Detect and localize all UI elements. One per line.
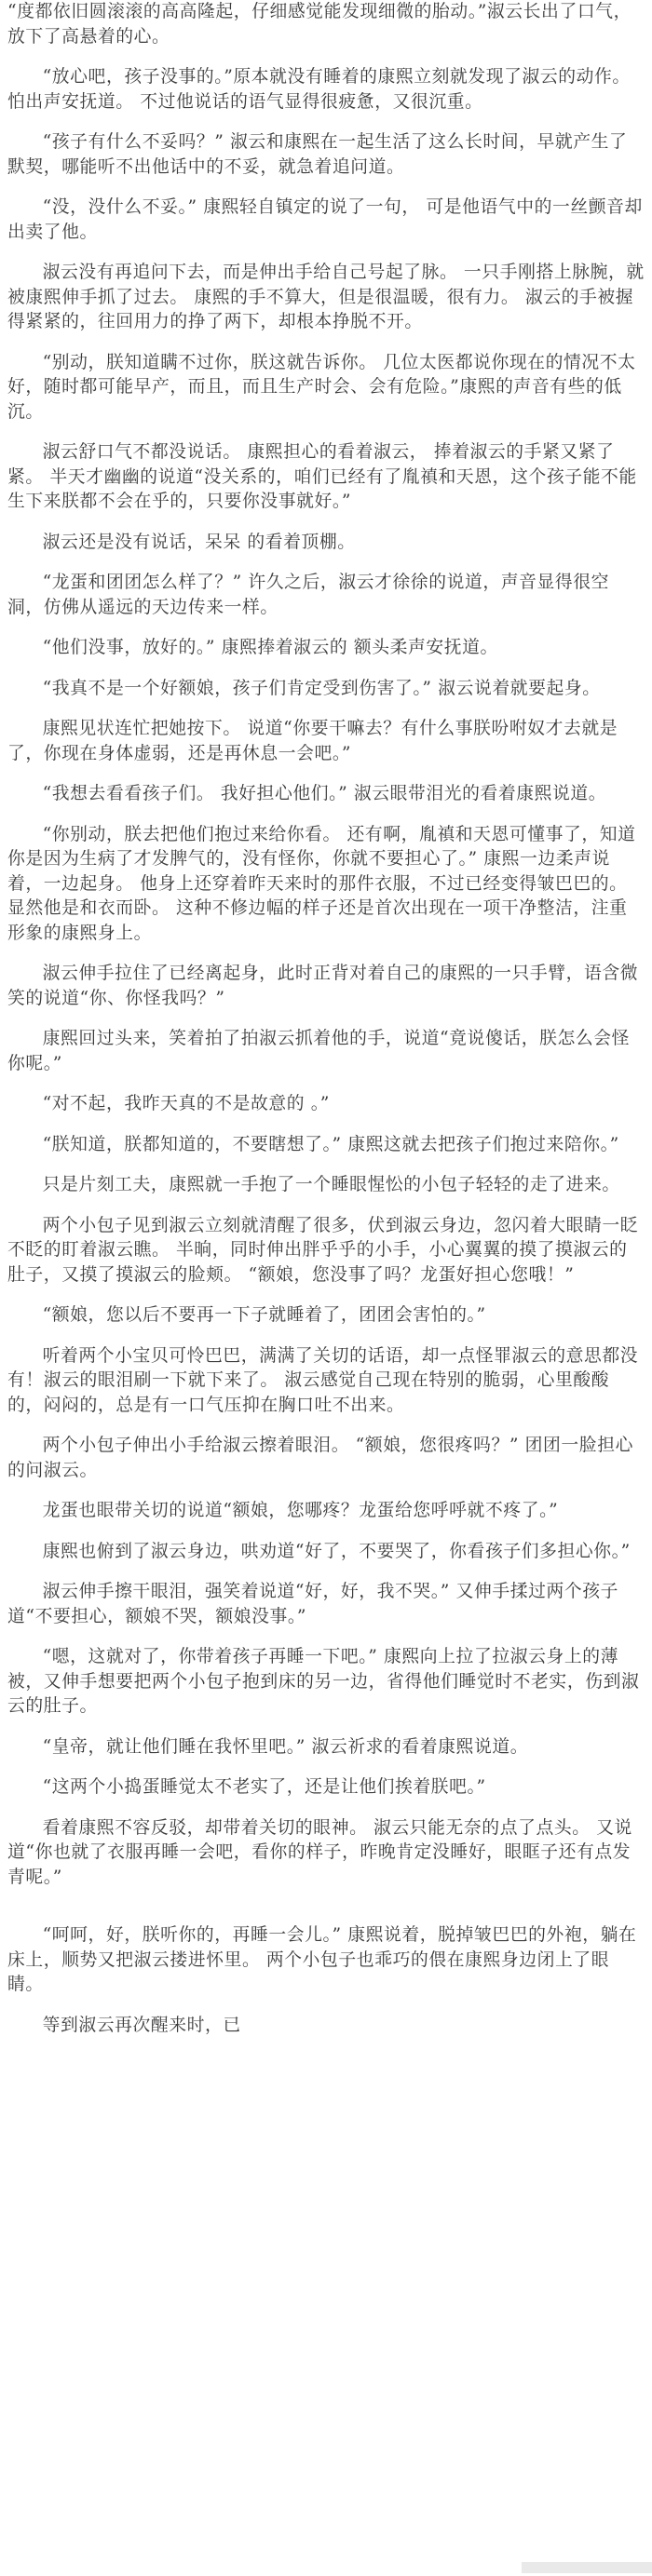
paragraph: 淑云没有再追问下去，而是伸出手给自己号起了脉。 一只手刚搭上脉腕，就被康熙伸手抓了过去。 康熙的手不算大，但是很温暖，很有力。 淑云的手被握得紧紧的，往回用力的挣了两下，却根本挣脱不开。 bbox=[7, 263, 645, 331]
paragraph: “对不起，我昨天真的不是故意的 。” bbox=[42, 1094, 330, 1113]
paragraph: “我真不是一个好额娘，孩子们肯定受到伤害了。” 淑云说着就要起身。 bbox=[42, 678, 601, 698]
paragraph: 康熙回过头来，笑着拍了拍淑云抓着他的手，说道“竟说傻话，朕怎么会怪你呢。” bbox=[7, 1029, 630, 1073]
paragraph: 康熙见状连忙把她按下。 说道“你要干嘛去？有什么事朕吩咐奴才去就是了，你现在身体虚弱，还是再休息一会吧。” bbox=[7, 719, 618, 763]
paragraph: “龙蛋和团团怎么样了？” 许久之后，淑云才徐徐的说道，声音显得很空洞，仿佛从遥远的天边传来一样。 bbox=[7, 573, 610, 617]
paragraph: “没，没什么不妥。” 康熙轻自镇定的说了一句， 可是他语气中的一丝颤音却出卖了他。 bbox=[7, 197, 643, 242]
chapter-text bbox=[7, 0, 645, 2038]
paragraph: “你别动，朕去把他们抱过来给你看。 还有啊，胤禛和天恩可懂事了，知道你是因为生病了才发脾气的，没有怪你，你就不要担心了。” 康熙一边柔声说着，一边起身。 他身上还穿着昨天来时的那件衣服，不过已经变得皱巴巴的。 显然他是和衣而卧。 这种不修边幅的样子还是首次出现在一项干净整洁，注重形象的康熙身上。 bbox=[7, 824, 636, 943]
paragraph: “我想去看看孩子们。 我好担心他们。” 淑云眼带泪光的看着康熙说道。 bbox=[42, 784, 607, 803]
paragraph: 听着两个小宝贝可怜巴巴，满满了关切的话语，却一点怪罪淑云的意思都没有！淑云的眼泪刷一下就下来了。 淑云感觉自己现在特别的脆弱，心里酸酸的，闷闷的，总是有一口气压抑在胸口吐不出来。 bbox=[7, 1345, 639, 1415]
paragraph: “放心吧，孩子没事的。”原本就没有睡着的康熙立刻就发现了淑云的动作。 怕出声安抚道。 不过他说话的语气显得很疲惫，又很沉重。 bbox=[7, 67, 637, 112]
paragraph: “这两个小捣蛋睡觉太不老实了，还是让他们挨着朕吧。” bbox=[42, 1777, 486, 1797]
paragraph: “朕知道，朕都知道的，不要瞎想了。” 康熙这就去把孩子们抱过来陪你。” bbox=[42, 1134, 619, 1154]
paragraph: “别动，朕知道瞒不过你，朕这就告诉你。 几位太医都说你现在的情况不太好，随时都可能早产，而且，而且生产时会、会有危险。”康熙的声音有些的低沉。 bbox=[7, 352, 636, 422]
paragraph: 淑云还是没有说话，呆呆 的看着顶棚。 bbox=[42, 532, 356, 552]
paragraph: “度都依旧圆滚滚的高高隆起，仔细感觉能发现细微的胎动。”淑云长出了口气，放下了高悬着的心。 bbox=[7, 2, 632, 47]
paragraph: 两个小包子见到淑云立刻就清醒了很多，伏到淑云身边，忽闪着大眼睛一眨不眨的盯着淑云瞧。 半晌，同时伸出胖乎乎的小手，小心翼翼的摸了摸淑云的肚子，又摸了摸淑云的脸颊。 “额娘，您没事了吗？龙蛋好担心您哦！” bbox=[7, 1215, 639, 1285]
paragraph: 看着康熙不容反驳，却带着关切的眼神。 淑云只能无奈的点了点头。 又说道“你也就了衣服再睡一会吧，看你的样子，昨晚肯定没睡好，眼眶子还有点发青呢。” bbox=[7, 1817, 632, 1887]
paragraph: 等到淑云再次醒来时，已 bbox=[42, 2015, 241, 2035]
paragraph: 龙蛋也眼带关切的说道“额娘，您哪疼？龙蛋给您呼呼就不疼了。” bbox=[42, 1501, 559, 1520]
page-footer-bar bbox=[522, 2562, 652, 2573]
paragraph: 只是片刻工夫，康熙就一手抱了一个睡眼惺忪的小包子轻轻的走了进来。 bbox=[42, 1175, 620, 1194]
paragraph: “他们没事，放好的。” 康熙捧着淑云的 额头柔声安抚道。 bbox=[42, 638, 498, 657]
paragraph: 淑云舒口气不都没说话。 康熙担心的看着淑云， 捧着淑云的手紧又紧了紧。 半天才幽幽的说道“没关系的，咱们已经有了胤禛和天恩，这个孩子能不能生下来朕都不会在乎的，只要你没事就好。” bbox=[7, 442, 637, 511]
paragraph: “嗯，这就对了，你带着孩子再睡一下吧。” 康熙向上拉了拉淑云身上的薄被，又伸手想要把两个小包子抱到床的另一边，省得他们睡觉时不老实，伤到淑云的肚子。 bbox=[7, 1647, 640, 1716]
paragraph: “皇帝，就让他们睡在我怀里吧。” 淑云祈求的看着康熙说道。 bbox=[42, 1736, 529, 1757]
paragraph: “额娘，您以后不要再一下子就睡着了，团团会害怕的。” bbox=[42, 1305, 486, 1325]
paragraph: 两个小包子伸出小手给淑云擦着眼泪。 “额娘，您很疼吗？” 团团一脸担心的问淑云。 bbox=[7, 1436, 633, 1480]
paragraph: 淑云伸手拉住了已经离起身，此时正背对着自己的康熙的一只手臂，语含微笑的说道“你、你怪我吗？” bbox=[7, 964, 639, 1008]
paragraph: “孩子有什么不妥吗？” 淑云和康熙在一起生活了这么长时间，早就产生了默契，哪能听不出他话中的不妥，就急着追问道。 bbox=[7, 132, 628, 177]
paragraph: 康熙也俯到了淑云身边，哄劝道“好了，不要哭了，你看孩子们多担心你。” bbox=[42, 1541, 631, 1561]
paragraph: 淑云伸手擦干眼泪，强笑着说道“好，好，我不哭。” 又伸手揉过两个孩子道“不要担心，额娘不哭，额娘没事。” bbox=[7, 1582, 618, 1626]
paragraph: “呵呵，好，朕听你的，再睡一会儿。” 康熙说着，脱掉皱巴巴的外袍，躺在床上，顺势又把淑云搂进怀里。 两个小包子也乖巧的偎在康熙身边闭上了眼睛。 bbox=[7, 1925, 637, 1994]
